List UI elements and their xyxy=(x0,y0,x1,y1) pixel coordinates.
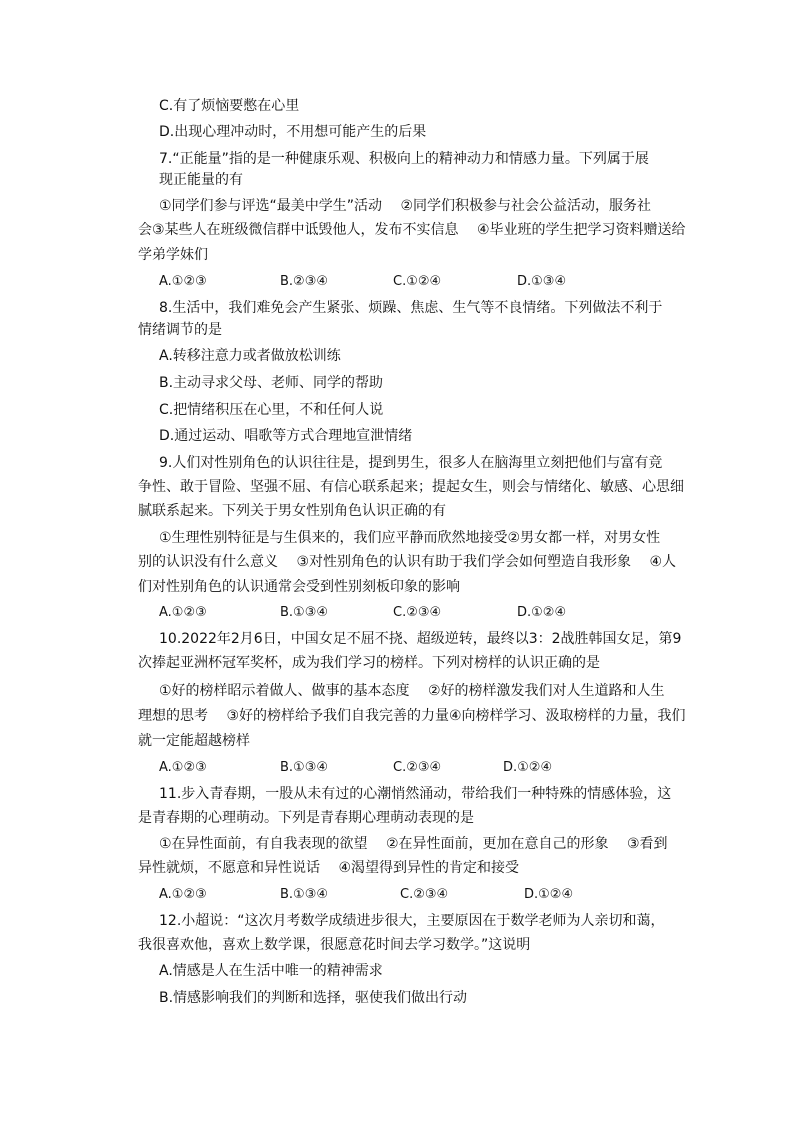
q8-stem-line-1: 8.生活中，我们难免会产生紧张、烦躁、焦虑、生气等不良情绪。下列做法不利于 xyxy=(159,300,663,316)
q12-stem-line-1: 12.小超说：“这次月考数学成绩进步很大，主要原因在于数学老师为人亲切和蔼， xyxy=(159,913,665,929)
q12-option-b: B.情感影响我们的判断和选择，驱使我们做出行动 xyxy=(159,990,468,1006)
q9-choice-b: B.①③④ xyxy=(280,605,329,620)
q7-choice-a: A.①②③ xyxy=(159,274,207,289)
q7-choice-d: D.①③④ xyxy=(517,274,567,289)
q9-choice-a: A.①②③ xyxy=(159,605,207,620)
q10-choice-d: D.①②④ xyxy=(503,760,553,775)
q11-items-line-1: ①在异性面前，有自我表现的欲望 ②在异性面前，更加在意自己的形象 ③看到 xyxy=(159,836,668,852)
q11-choice-d: D.①②④ xyxy=(524,887,574,902)
q9-items-line-1: ①生理性别特征是与生俱来的，我们应平静而欣然地接受②男女都一样，对男女性 xyxy=(159,530,661,546)
q6-option-c: C.有了烦恼要憋在心里 xyxy=(159,98,300,114)
q11-choice-c: C.②③④ xyxy=(400,887,449,902)
q9-items-line-2: 别的认识没有什么意义 ③对性别角色的认识有助于我们学会如何塑造自我形象 ④人 xyxy=(138,554,676,570)
q10-choice-b: B.①③④ xyxy=(280,760,329,775)
q9-choice-d: D.①②④ xyxy=(517,605,567,620)
q9-stem-line-2: 争性、敢于冒险、坚强不屈、有信心联系起来；提起女生，则会与情绪化、敏感、心思细 xyxy=(138,479,684,495)
q6-option-d: D.出现心理冲动时，不用想可能产生的后果 xyxy=(159,124,427,140)
q10-items-line-1: ①好的榜样昭示着做人、做事的基本态度 ②好的榜样激发我们对人生道路和人生 xyxy=(159,683,665,699)
q12-option-a: A.情感是人在生活中唯一的精神需求 xyxy=(159,963,383,979)
q10-items-line-3: 就一定能超越榜样 xyxy=(138,733,250,749)
q8-stem-line-2: 情绪调节的是 xyxy=(138,322,222,338)
q8-option-c: C.把情绪积压在心里，不和任何人说 xyxy=(159,402,384,418)
q7-choice-b: B.②③④ xyxy=(280,274,329,289)
q9-stem-line-1: 9.人们对性别角色的认识往往是，提到男生，很多人在脑海里立刻把他们与富有竞 xyxy=(159,455,663,471)
q7-stem-line-1: 7.“正能量”指的是一种健康乐观、积极向上的精神动力和情感力量。下列属于展 xyxy=(159,151,649,167)
q11-stem-line-1: 11.步入青春期，一股从未有过的心潮悄然涌动，带给我们一种特殊的情感体验，这 xyxy=(159,786,672,802)
q12-stem-line-2: 我很喜欢他，喜欢上数学课，很愿意花时间去学习数学。”这说明 xyxy=(138,937,531,953)
q8-option-b: B.主动寻求父母、老师、同学的帮助 xyxy=(159,375,384,391)
q11-items-line-2: 异性就烦，不愿意和异性说话 ④渴望得到异性的肯定和接受 xyxy=(138,860,519,876)
q7-stem-line-2: 现正能量的有 xyxy=(159,172,243,188)
q11-choice-b: B.①③④ xyxy=(280,887,329,902)
q8-option-a: A.转移注意力或者做放松训练 xyxy=(159,348,341,364)
q9-choice-c: C.②③④ xyxy=(393,605,442,620)
q9-stem-line-3: 腻联系起来。下列关于男女性别角色认识正确的有 xyxy=(138,503,446,519)
q10-choice-c: C.②③④ xyxy=(393,760,442,775)
q11-choice-a: A.①②③ xyxy=(159,887,207,902)
q7-choice-c: C.①②④ xyxy=(393,274,442,289)
q10-choice-a: A.①②③ xyxy=(159,760,207,775)
q7-items-line-1: ①同学们参与评选“最美中学生”活动 ②同学们积极参与社会公益活动，服务社 xyxy=(159,198,652,214)
q9-items-line-3: 们对性别角色的认识通常会受到性别刻板印象的影响 xyxy=(138,579,460,595)
q7-items-line-3: 学弟学妹们 xyxy=(138,247,208,263)
q11-stem-line-2: 是青春期的心理萌动。下列是青春期心理萌动表现的是 xyxy=(138,810,474,826)
q10-stem-line-1: 10.2022年2月6日，中国女足不屈不挠、超级逆转，最终以3：2战胜韩国女足，第9 xyxy=(159,631,682,647)
q7-items-line-2: 会③某些人在班级微信群中诋毁他人，发布不实信息 ④毕业班的学生把学习资料赠送给 xyxy=(138,222,686,238)
q10-items-line-2: 理想的思考 ③好的榜样给予我们自我完善的力量④向榜样学习、汲取榜样的力量，我们 xyxy=(138,708,686,724)
q8-option-d: D.通过运动、唱歌等方式合理地宣泄情绪 xyxy=(159,428,413,444)
q10-stem-line-2: 次捧起亚洲杯冠军奖杯，成为我们学习的榜样。下列对榜样的认识正确的是 xyxy=(138,655,600,671)
